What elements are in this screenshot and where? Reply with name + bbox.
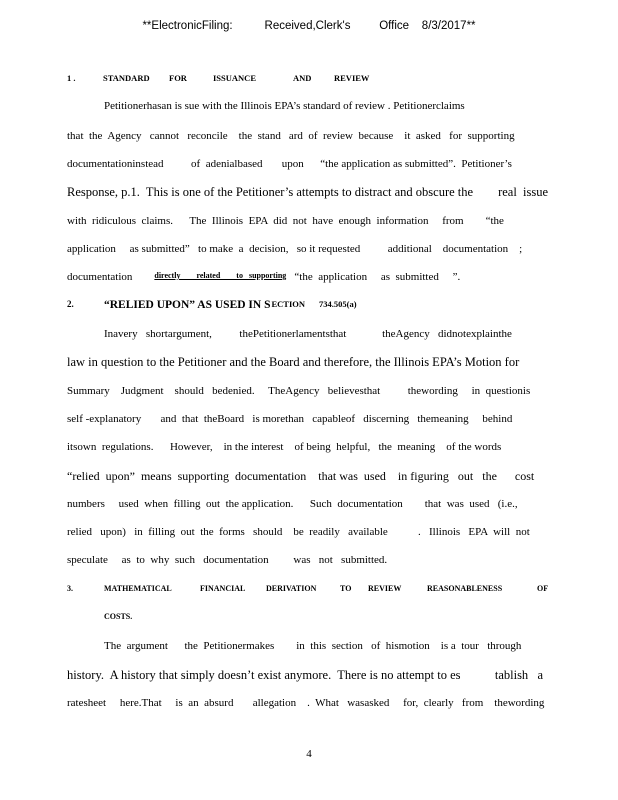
section-2-number: 2. bbox=[67, 299, 74, 309]
body-text: that the Agency cannot reconcile the stand bbox=[67, 130, 281, 142]
body-line: with ridiculous claims. The Illinois EPA did not have enough information from “the bbox=[67, 215, 504, 227]
efiling-header: **ElectronicFiling: Received,Clerk's Office 8/3/2017** bbox=[142, 20, 476, 32]
body-line: history. A history that simply doesn’t exist anymore. There is no attempt to es tablish a bbox=[67, 668, 544, 682]
body-line bbox=[67, 271, 537, 283]
section-1-word: STANDARD bbox=[103, 73, 150, 83]
section-3-word: FINANCIAL bbox=[200, 584, 246, 593]
body-line: law in question to the Petitioner and the Board and therefore, the Illinois EPA’s Motion for bbox=[67, 355, 520, 369]
section-2-ref: 734.505(a) bbox=[319, 299, 357, 309]
body-line bbox=[67, 130, 537, 142]
section-1-word: ISSUANCE bbox=[213, 73, 256, 83]
section-2-title: “RELIED UPON” AS USED IN S bbox=[104, 299, 271, 311]
body-line: self -explanatory and that theBoard is morethan capableof discerning themeaning behind bbox=[67, 413, 513, 425]
body-text: ard of review because it asked for supporting bbox=[288, 130, 515, 142]
body-text: “the application as submitted ”. bbox=[294, 271, 461, 283]
section-2-heading bbox=[67, 299, 357, 311]
body-line: Response, p.1. This is one of the Petitioner’s attempts to distract and obscure the real issue bbox=[67, 185, 549, 199]
section-1-word: REVIEW bbox=[334, 73, 370, 83]
body-line: Summary Judgment should bedenied. TheAgency believesthat thewording in questionis bbox=[67, 385, 531, 397]
body-line: The argument the Petitionermakes in this section of hismotion is a tour through bbox=[104, 640, 522, 652]
body-line: application as submitted” to make a decision, so it requested additional documentation ; bbox=[67, 243, 523, 255]
body-line: ratesheet here.That is an absurd allegation . What wasasked for, clearly from thewording bbox=[67, 697, 545, 709]
section-3-word: REVIEW bbox=[368, 584, 402, 593]
section-3-word: OF bbox=[537, 584, 549, 593]
body-line: numbers used when filling out the application. Such documentation that was used (i.e., bbox=[67, 498, 518, 510]
body-line: speculate as to why such documentation was not submitted. bbox=[67, 554, 388, 566]
section-3-word: DERIVATION bbox=[266, 584, 317, 593]
page-number: 4 bbox=[306, 748, 312, 760]
section-3-heading bbox=[67, 584, 548, 593]
section-1-number: 1 . bbox=[67, 73, 76, 83]
section-1-word: AND bbox=[293, 73, 312, 83]
section-1-heading bbox=[67, 73, 369, 83]
body-line: relied upon) in filling out the forms should be readily available . Illinois EPA will not bbox=[67, 526, 530, 538]
section-3-word: MATHEMATICAL bbox=[104, 584, 172, 593]
section-2-title-small: ECTION bbox=[271, 299, 306, 309]
body-line: “relied upon” means supporting documentation that was used in figuring out the cost bbox=[67, 469, 535, 483]
section-3-word: TO bbox=[340, 584, 352, 593]
body-line: itsown regulations. However, in the interest of being helpful, the meaning of the words bbox=[67, 441, 502, 453]
section-3-heading-line2: COSTS. bbox=[104, 612, 133, 621]
body-text: documentation bbox=[67, 271, 133, 283]
section-1-word: FOR bbox=[169, 73, 187, 83]
body-line: documentationinstead of adenialbased upon “the application as submitted”. Petitioner’s bbox=[67, 158, 512, 170]
section-3-word: REASONABLENESS bbox=[427, 584, 503, 593]
section-3-number: 3. bbox=[67, 584, 73, 593]
underlined-text: directly related to supporting bbox=[154, 271, 287, 280]
body-line: Petitionerhasan is sue with the Illinois EPA’s standard of review . Petitionerclaims bbox=[104, 100, 465, 112]
body-line: Inavery shortargument, thePetitionerlamentsthat theAgency didnotexplainthe bbox=[104, 328, 512, 340]
